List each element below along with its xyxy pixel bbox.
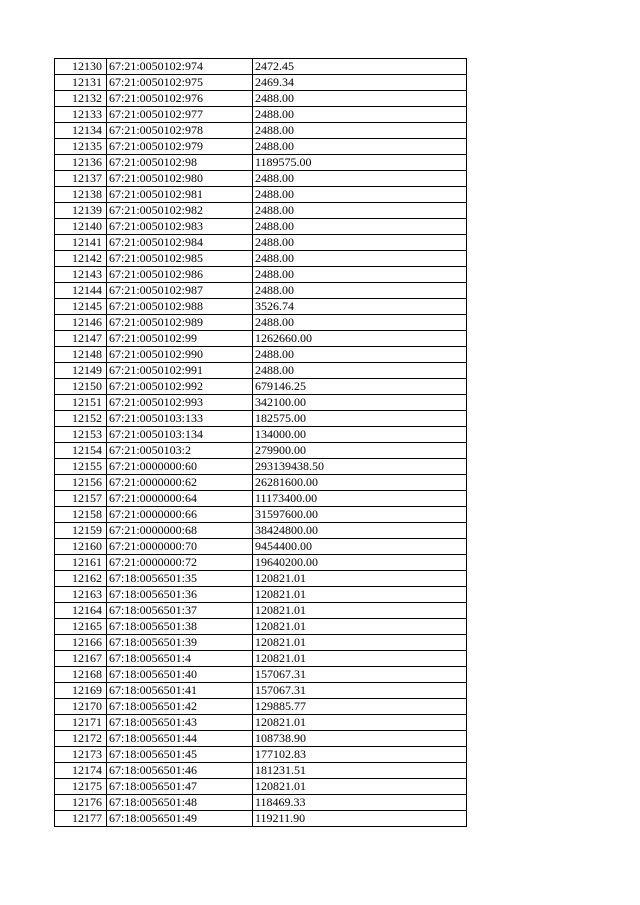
value-cell: 2488.00	[253, 267, 467, 283]
cadastral-number-cell: 67:21:0050102:987	[107, 283, 253, 299]
row-number-cell: 12176	[55, 795, 107, 811]
row-number-cell: 12175	[55, 779, 107, 795]
row-number-cell: 12152	[55, 411, 107, 427]
value-cell: 120821.01	[253, 619, 467, 635]
table-row	[55, 331, 467, 347]
value-cell: 2469.34	[253, 75, 467, 91]
row-number-cell: 12141	[55, 235, 107, 251]
row-number-cell: 12139	[55, 203, 107, 219]
cadastral-number-cell: 67:18:0056501:35	[107, 571, 253, 587]
table-row	[55, 171, 467, 187]
value-cell: 2488.00	[253, 171, 467, 187]
cadastral-number-cell: 67:18:0056501:39	[107, 635, 253, 651]
table-row	[55, 123, 467, 139]
table-row	[55, 251, 467, 267]
cadastral-number-cell: 67:18:0056501:45	[107, 747, 253, 763]
table-row	[55, 411, 467, 427]
value-cell: 2488.00	[253, 283, 467, 299]
cadastral-number-cell: 67:18:0056501:42	[107, 699, 253, 715]
cadastral-number-cell: 67:21:0050102:976	[107, 91, 253, 107]
value-cell: 129885.77	[253, 699, 467, 715]
value-cell: 120821.01	[253, 651, 467, 667]
table-row	[55, 235, 467, 251]
table-row	[55, 139, 467, 155]
value-cell: 182575.00	[253, 411, 467, 427]
row-number-cell: 12160	[55, 539, 107, 555]
cadastral-number-cell: 67:21:0050102:990	[107, 347, 253, 363]
value-cell: 177102.83	[253, 747, 467, 763]
table-row	[55, 395, 467, 411]
row-number-cell: 12173	[55, 747, 107, 763]
row-number-cell: 12149	[55, 363, 107, 379]
value-cell: 119211.90	[253, 811, 467, 827]
value-cell: 157067.31	[253, 683, 467, 699]
table-row	[55, 651, 467, 667]
cadastral-number-cell: 67:21:0050102:986	[107, 267, 253, 283]
value-cell: 120821.01	[253, 603, 467, 619]
value-cell: 3526.74	[253, 299, 467, 315]
row-number-cell: 12130	[55, 59, 107, 75]
value-cell: 1189575.00	[253, 155, 467, 171]
value-cell: 679146.25	[253, 379, 467, 395]
cadastral-number-cell: 67:21:0000000:70	[107, 539, 253, 555]
cadastral-number-cell: 67:18:0056501:48	[107, 795, 253, 811]
value-cell: 279900.00	[253, 443, 467, 459]
row-number-cell: 12154	[55, 443, 107, 459]
value-cell: 38424800.00	[253, 523, 467, 539]
cadastral-number-cell: 67:21:0050102:993	[107, 395, 253, 411]
value-cell: 9454400.00	[253, 539, 467, 555]
value-cell: 118469.33	[253, 795, 467, 811]
value-cell: 2472.45	[253, 59, 467, 75]
value-cell: 2488.00	[253, 235, 467, 251]
value-cell: 31597600.00	[253, 507, 467, 523]
cadastral-number-cell: 67:18:0056501:41	[107, 683, 253, 699]
table-row	[55, 443, 467, 459]
row-number-cell: 12174	[55, 763, 107, 779]
value-cell: 120821.01	[253, 571, 467, 587]
cadastral-number-cell: 67:21:0050102:975	[107, 75, 253, 91]
value-cell: 293139438.50	[253, 459, 467, 475]
cadastral-number-cell: 67:21:0050102:978	[107, 123, 253, 139]
table-row	[55, 715, 467, 731]
table-row	[55, 507, 467, 523]
table-body	[55, 59, 467, 827]
row-number-cell: 12136	[55, 155, 107, 171]
table-row	[55, 475, 467, 491]
cadastral-number-cell: 67:21:0050102:99	[107, 331, 253, 347]
value-cell: 120821.01	[253, 715, 467, 731]
row-number-cell: 12138	[55, 187, 107, 203]
cadastral-number-cell: 67:18:0056501:40	[107, 667, 253, 683]
cadastral-number-cell: 67:21:0050102:980	[107, 171, 253, 187]
table-row	[55, 283, 467, 299]
cadastral-number-cell: 67:21:0050103:2	[107, 443, 253, 459]
row-number-cell: 12140	[55, 219, 107, 235]
value-cell: 2488.00	[253, 107, 467, 123]
table-row	[55, 187, 467, 203]
table-row	[55, 155, 467, 171]
value-cell: 108738.90	[253, 731, 467, 747]
data-table	[54, 58, 467, 827]
value-cell: 26281600.00	[253, 475, 467, 491]
cadastral-number-cell: 67:21:0000000:64	[107, 491, 253, 507]
row-number-cell: 12151	[55, 395, 107, 411]
table-row	[55, 107, 467, 123]
value-cell: 1262660.00	[253, 331, 467, 347]
table-row	[55, 683, 467, 699]
row-number-cell: 12172	[55, 731, 107, 747]
table-row	[55, 731, 467, 747]
cadastral-number-cell: 67:18:0056501:46	[107, 763, 253, 779]
value-cell: 2488.00	[253, 363, 467, 379]
row-number-cell: 12169	[55, 683, 107, 699]
table-row	[55, 427, 467, 443]
table-row	[55, 59, 467, 75]
row-number-cell: 12146	[55, 315, 107, 331]
row-number-cell: 12148	[55, 347, 107, 363]
row-number-cell: 12165	[55, 619, 107, 635]
cadastral-number-cell: 67:21:0050102:981	[107, 187, 253, 203]
value-cell: 157067.31	[253, 667, 467, 683]
table-row	[55, 363, 467, 379]
row-number-cell: 12158	[55, 507, 107, 523]
row-number-cell: 12150	[55, 379, 107, 395]
row-number-cell: 12133	[55, 107, 107, 123]
table-row	[55, 347, 467, 363]
cadastral-number-cell: 67:21:0050102:991	[107, 363, 253, 379]
table-row	[55, 491, 467, 507]
cadastral-number-cell: 67:21:0000000:72	[107, 555, 253, 571]
row-number-cell: 12132	[55, 91, 107, 107]
value-cell: 11173400.00	[253, 491, 467, 507]
row-number-cell: 12159	[55, 523, 107, 539]
value-cell: 181231.51	[253, 763, 467, 779]
cadastral-number-cell: 67:21:0050102:979	[107, 139, 253, 155]
cadastral-number-cell: 67:18:0056501:37	[107, 603, 253, 619]
cadastral-number-cell: 67:18:0056501:47	[107, 779, 253, 795]
table-row	[55, 459, 467, 475]
cadastral-number-cell: 67:18:0056501:4	[107, 651, 253, 667]
row-number-cell: 12143	[55, 267, 107, 283]
cadastral-number-cell: 67:21:0050102:982	[107, 203, 253, 219]
cadastral-number-cell: 67:21:0050102:98	[107, 155, 253, 171]
value-cell: 2488.00	[253, 203, 467, 219]
cadastral-number-cell: 67:21:0000000:68	[107, 523, 253, 539]
value-cell: 134000.00	[253, 427, 467, 443]
table-row	[55, 299, 467, 315]
row-number-cell: 12162	[55, 571, 107, 587]
cadastral-number-cell: 67:21:0000000:62	[107, 475, 253, 491]
table-row	[55, 635, 467, 651]
table-row	[55, 667, 467, 683]
cadastral-number-cell: 67:21:0050102:983	[107, 219, 253, 235]
table-row	[55, 203, 467, 219]
table-row	[55, 219, 467, 235]
table-row	[55, 763, 467, 779]
table-row	[55, 571, 467, 587]
table-row	[55, 555, 467, 571]
row-number-cell: 12164	[55, 603, 107, 619]
cadastral-number-cell: 67:21:0050103:134	[107, 427, 253, 443]
row-number-cell: 12145	[55, 299, 107, 315]
cadastral-number-cell: 67:21:0000000:66	[107, 507, 253, 523]
table-row	[55, 539, 467, 555]
value-cell: 2488.00	[253, 347, 467, 363]
table-row	[55, 603, 467, 619]
row-number-cell: 12137	[55, 171, 107, 187]
row-number-cell: 12134	[55, 123, 107, 139]
row-number-cell: 12168	[55, 667, 107, 683]
value-cell: 2488.00	[253, 91, 467, 107]
row-number-cell: 12131	[55, 75, 107, 91]
table-row	[55, 699, 467, 715]
cadastral-number-cell: 67:21:0050102:992	[107, 379, 253, 395]
cadastral-number-cell: 67:21:0050102:989	[107, 315, 253, 331]
value-cell: 2488.00	[253, 251, 467, 267]
row-number-cell: 12147	[55, 331, 107, 347]
table-row	[55, 795, 467, 811]
value-cell: 120821.01	[253, 587, 467, 603]
value-cell: 2488.00	[253, 315, 467, 331]
row-number-cell: 12166	[55, 635, 107, 651]
value-cell: 2488.00	[253, 187, 467, 203]
table-row	[55, 587, 467, 603]
cadastral-number-cell: 67:18:0056501:38	[107, 619, 253, 635]
table-row	[55, 267, 467, 283]
row-number-cell: 12167	[55, 651, 107, 667]
cadastral-number-cell: 67:21:0050102:974	[107, 59, 253, 75]
row-number-cell: 12170	[55, 699, 107, 715]
value-cell: 2488.00	[253, 139, 467, 155]
cadastral-number-cell: 67:21:0050102:988	[107, 299, 253, 315]
row-number-cell: 12135	[55, 139, 107, 155]
table-row	[55, 619, 467, 635]
cadastral-number-cell: 67:18:0056501:36	[107, 587, 253, 603]
cadastral-number-cell: 67:18:0056501:44	[107, 731, 253, 747]
value-cell: 2488.00	[253, 123, 467, 139]
row-number-cell: 12144	[55, 283, 107, 299]
table-row	[55, 779, 467, 795]
table-row	[55, 75, 467, 91]
table-row	[55, 523, 467, 539]
row-number-cell: 12163	[55, 587, 107, 603]
row-number-cell: 12142	[55, 251, 107, 267]
cadastral-number-cell: 67:21:0050102:985	[107, 251, 253, 267]
row-number-cell: 12171	[55, 715, 107, 731]
table-row	[55, 747, 467, 763]
value-cell: 2488.00	[253, 219, 467, 235]
value-cell: 120821.01	[253, 635, 467, 651]
cadastral-number-cell: 67:21:0000000:60	[107, 459, 253, 475]
row-number-cell: 12153	[55, 427, 107, 443]
row-number-cell: 12157	[55, 491, 107, 507]
value-cell: 120821.01	[253, 779, 467, 795]
table-row	[55, 315, 467, 331]
table-row	[55, 91, 467, 107]
row-number-cell: 12177	[55, 811, 107, 827]
cadastral-number-cell: 67:21:0050102:984	[107, 235, 253, 251]
cadastral-number-cell: 67:18:0056501:49	[107, 811, 253, 827]
cadastral-number-cell: 67:21:0050103:133	[107, 411, 253, 427]
table-row	[55, 811, 467, 827]
cadastral-number-cell: 67:18:0056501:43	[107, 715, 253, 731]
table-row	[55, 379, 467, 395]
row-number-cell: 12155	[55, 459, 107, 475]
value-cell: 19640200.00	[253, 555, 467, 571]
value-cell: 342100.00	[253, 395, 467, 411]
cadastral-number-cell: 67:21:0050102:977	[107, 107, 253, 123]
row-number-cell: 12156	[55, 475, 107, 491]
row-number-cell: 12161	[55, 555, 107, 571]
